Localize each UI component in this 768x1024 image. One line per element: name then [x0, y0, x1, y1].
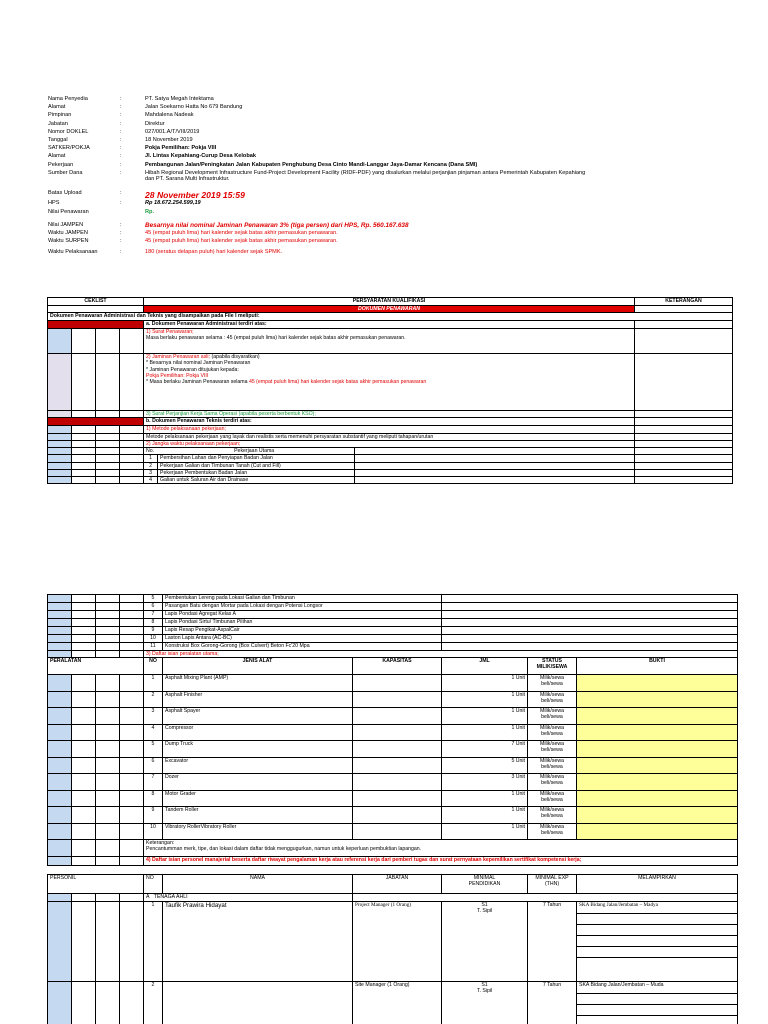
tenaga-ahli-label: TENAGA AHLI: [153, 894, 188, 901]
row-pekerjaan: Pekerjaan : Pembangunan Jalan/Peningkatan Jalan Kabupaten Penghubung Desa Cinto Mandi-Langgar Jaya-Damar Kencana (Dana SMI): [48, 161, 478, 168]
checkbox-a3[interactable]: [48, 411, 72, 418]
equipment-row: 9 Tandem Roller 1 Unit Milik/sewa beli/sewa: [48, 807, 738, 824]
row-hps: HPS : Rp 18.672.254.599,19: [48, 200, 201, 207]
checkbox-b4[interactable]: [48, 857, 72, 866]
personal-label: PERSONIL: [48, 875, 144, 894]
equipment-row: 10 Vibratory RollerVibratory Roller 1 Unit Milik/sewa beli/sewa: [48, 823, 738, 840]
bukti-cell[interactable]: [577, 823, 738, 840]
personnel-row: 1 Taufik Prawira Hidayat Project Manager (1 Orang) S1 T. Sipil 7 Tahun SKA Bidang Jalan/Jembatan – Madya: [48, 902, 738, 982]
keterangan-text: Pencantumman merk, tipe, dan lokasi dalam daftar tidak menggugurkan, namun untuk keperluan pembuktian lapangan.: [146, 846, 422, 853]
work-row: 2 Pekerjaan Galian dan Timbunan Tanah (Cut and Fill): [48, 462, 733, 469]
col-ceklist: CEKLIST: [48, 298, 144, 306]
checkbox-b1[interactable]: [48, 426, 72, 433]
bukti-cell[interactable]: [577, 790, 738, 807]
a1-text: Masa berlaku penawaran selama : 45 (empat puluh lima) hari kalender sejak batas akhir pemasukan penawaran.: [146, 335, 406, 342]
row-alamat-satker: Alamat : Jl. Lintas Kepahiang-Curup Desa Kelobak: [48, 153, 256, 160]
row-waktu-jampen: Waktu JAMPEN : 45 (empat puluh lima) hari kalender sejak batas akhir pemasukan penawaran.: [48, 229, 338, 236]
bukti-cell[interactable]: [577, 741, 738, 758]
intro-text: Dokumen Penawaran Administrasi dan Teknis yang disampaikan pada File I meliputi:: [48, 313, 733, 321]
peralatan-label: PERALATAN: [48, 658, 144, 675]
row-waktu-surpen: Waktu SURPEN : 45 (empat puluh lima) hari kalender sejak batas akhir pemasukan penawaran.: [48, 238, 338, 245]
equipment-row: 3 Asphalt Spayer 1 Unit Milik/sewa beli/sewa: [48, 708, 738, 725]
bukti-cell[interactable]: [577, 724, 738, 741]
row-nilai-jampen: Nilai JAMPEN : Besarnya nilai nominal Jaminan Penawaran 3% (tiga persen) dari HPS, Rp. 560.167.638: [48, 221, 409, 229]
work-row: 6 Pasangan Batu dengan Mortar pada Lokasi dengan Potensi Longsor: [48, 603, 738, 611]
row-sumber-dana: Sumber Dana : Hibah Regional Development Infrastructure Fund-Project Development Facility (RIDF-PDF) yang disalurkan melalui perjanjian pinjaman antara Pemerintah Kabupaten Kepahiang dan PT. Sarana Multi Infrastruktur.: [48, 169, 586, 183]
bukti-cell[interactable]: [577, 774, 738, 791]
equipment-row: 5 Dump Truck 7 Unit Milik/sewa beli/sewa: [48, 741, 738, 758]
section-b: b. Dokumen Penawaran Teknis terdiri atas:: [144, 418, 635, 426]
col-keterangan: KETERANGAN: [635, 298, 733, 306]
equipment-row: 6 Excavator 5 Unit Milik/sewa beli/sewa: [48, 757, 738, 774]
row-nilai-penawaran: Nilai Penawaran Rp.: [48, 208, 155, 215]
work-row: 9 Lapis Resap Pengikat-AspalCair: [48, 627, 738, 635]
dokumen-penawaran-bar: DOKUMEN PENAWARAN: [144, 306, 635, 313]
b1-title: 1) Metode pelaksanaan pekerjaan;: [144, 426, 635, 433]
row-waktu-pelaksanaan: Waktu Pelaksanaan : 180 (seratus delapan puluh) hari kalender sejak SPMK.: [48, 249, 283, 256]
work-row: 3 Pekerjaan Pembentukan Badan Jalan: [48, 469, 733, 476]
work-row: 4 Galian untuk Saluran Air dan Drainase: [48, 477, 733, 484]
b4-title: 4) Daftar isian personel manajerial beserta daftar riwayat pengalaman kerja atau referensi kerja dari pemberi tugas dan surat pernyataan kepemilikan sertifikat kompetensi kerja;: [144, 857, 738, 866]
bukti-cell[interactable]: [577, 675, 738, 692]
row-pimpinan: Pimpinan : Mahdalena Nadeak: [48, 112, 194, 119]
bukti-cell[interactable]: [577, 691, 738, 708]
section-a: a. Dokumen Penawaran Administrasi terdiri atas:: [144, 321, 635, 329]
work-row: 7 Lapis Pondasi Agregat Kelas A: [48, 611, 738, 619]
header-info: [48, 96, 738, 258]
checkbox-b2[interactable]: [48, 440, 72, 447]
work-row: 5 Pembentukan Lereng pada Lokasi Galian dan Timbunan: [48, 595, 738, 603]
keterangan-label: Keterangan:: [146, 840, 175, 847]
checklist-table-1: CEKLIST PERSYARATAN KUALIFIKASI KETERANGAN DOKUMEN PENAWARAN Dokumen Penawaran Administrasi dan Teknis yang disampaikan pada File I meliputi: a. Dokumen Penawaran Administrasi terdiri atas: 1) Surat Penawaran; Masa berlaku penawaran selama : 45 (empat puluh lima) hari kalender sejak batas akhir pemasukan penawaran. 2) Jaminan Penawaran asli; (apabila disyaratkan) * Besarnya nilai nominal Jaminan Penawaran * Jaminan Penawaran ditujukan kepada: Pokja Pemilihan: Pokja VIII * Masa berlaku Jaminan Penawaran selama 45 (empat puluh lima) hari kalender sejak batas akhir pemasukan penawaran 3) Surat Perjanjian Kerja Sama Operasi (apabila peserta berbentuk KSO); b. Dokumen Penawaran Teknis terdiri atas: 1) Metode pelaksanaan pekerjaan; Metode pelaksanaan pekerjaan yang layak dan realistis serta memenuhi persyaratan substantif yang meliputi tahapan/urutan 2) Jangka waktu pelaksanaan pekerjaan; No. Pekerjaan Utama 1 Pembersihan Lahan dan Penyiapan Badan Jalan 2 Pekerjaan Galian dan Timbunan Tanah (Cut and Fill) 3 Pekerjaan Pembentukan Badan Jalan 4 Galian untuk Saluran Air dan Drainase: [47, 297, 733, 484]
row-batas-upload: Batas Upload : 28 November 2019 15:59: [48, 190, 245, 201]
checklist-table-2: 5 Pembentukan Lereng pada Lokasi Galian dan Timbunan 6 Pasangan Batu dengan Mortar pada Lokasi dengan Potensi Longsor 7 Lapis Pondasi Agregat Kelas A 8 Lapis Pondasi Sirtu/ Timbunan Pilihan 9 Lapis Resap Pengikat-AspalCair 10 Laston Lapis Antara (AC-BC) 11 Konstruksi Box Gorong-Gorong (Box Culvert) Beton Fc'20 Mpa 3) Daftar isian peralatan utama; PERALATAN NO JENIS ALAT KAPASITAS JML STATUS MILIK/SEWA BUKTI 1 Asphalt Mixing Plant (AMP) 1 Unit Milik/sewa beli/sewa 2 Asphalt Finisher 1 Unit Milik/sewa beli/sewa 3 Asphalt Spayer 1 Unit Milik/sewa beli/sewa 4 Compressor 1 Unit Milik/sewa beli/sewa 5 Dump Truck 7 Unit Milik/sewa beli/sewa 6 Excavator 5 Unit Milik/sewa beli/sewa 7 Dozer 3 Unit Milik/sewa beli/sewa 8 Motor Grader 1 Unit Milik/sewa beli/sewa 9 Tandem Roller 1 Unit Milik/sewa beli/sewa 10 Vibratory RollerVibratory Roller 1 Unit Milik/sewa beli/sewa Keterangan: Pencantumman merk, tipe, dan lokasi dalam daftar tidak menggugurkan, namun untuk keperluan pembuktian lapangan. 4) Daftar isian personel manajerial beserta daftar riwayat pengalaman kerja atau referensi kerja dari pemberi tugas dan surat pernyataan kepemilikan sertifikat kompetensi kerja; PERSONIL NO NAMA JABATAN MINIMAL PENDIDIKAN MINIMAL EXP (THN) MELAMPIRKAN A TENAGA AHLI 1 Taufik Prawira Hidayat Project Manager (1 Orang) S1 T. Sipil 7 Tahun SKA Bidang Jalan/Jembatan – Madya 2 Site Manager (1 Orang) S1 T. Sipil 7 Tahun SKA Bidang Jalan/Jembatan – Muda: [47, 594, 738, 1024]
row-tanggal: Tanggal : 18 November 2019: [48, 136, 193, 143]
work-row: 10 Laston Lapis Antara (AC-BC): [48, 635, 738, 643]
row-jabatan: Jabatan : Direktur: [48, 120, 165, 127]
checkbox-a1[interactable]: [48, 329, 72, 354]
equipment-row: 7 Dozer 3 Unit Milik/sewa beli/sewa: [48, 774, 738, 791]
row-satker: SATKER/POKJA : Pokja Pemilihan: Pokja VIII: [48, 145, 217, 152]
checkbox-b3[interactable]: [48, 651, 72, 658]
a1-title: 1) Surat Penawaran;: [146, 329, 194, 336]
b2-title: 2) Jangka waktu pelaksanaan pekerjaan;: [144, 440, 635, 447]
col-persyaratan: PERSYARATAN KUALIFIKASI: [144, 298, 635, 306]
equipment-row: 4 Compressor 1 Unit Milik/sewa beli/sewa: [48, 724, 738, 741]
a3-text: 3) Surat Perjanjian Kerja Sama Operasi (apabila peserta berbentuk KSO);: [144, 411, 635, 418]
bukti-cell[interactable]: [577, 708, 738, 725]
equipment-row: 2 Asphalt Finisher 1 Unit Milik/sewa beli/sewa: [48, 691, 738, 708]
b3-title: 3) Daftar isian peralatan utama;: [144, 651, 738, 658]
equipment-row: 8 Motor Grader 1 Unit Milik/sewa beli/sewa: [48, 790, 738, 807]
a2-title: 2) Jaminan Penawaran asli;: [146, 354, 211, 361]
equipment-row: 1 Asphalt Mixing Plant (AMP) 1 Unit Milik/sewa beli/sewa: [48, 675, 738, 692]
row-alamat: Alamat : Jalan Soekarno Hatta No 679 Bandung: [48, 104, 243, 111]
work-row: 8 Lapis Pondasi Sirtu/ Timbunan Pilihan: [48, 619, 738, 627]
b1-text: Metode pelaksanaan pekerjaan yang layak dan realistis serta memenuhi persyaratan substantif yang meliputi tahapan/urutan: [144, 433, 635, 440]
row-nama-penyedia: Nama Penyedia : PT. Satya Megah Intektama: [48, 96, 214, 102]
work-row: 11 Konstruksi Box Gorong-Gorong (Box Culvert) Beton Fc'20 Mpa: [48, 643, 738, 651]
row-nomor-doklel: Nomor DOKLEL : 027/001.A/T/VIII/2019: [48, 128, 200, 135]
work-row: 1 Pembersihan Lahan dan Penyiapan Badan Jalan: [48, 455, 733, 462]
checkbox-a2[interactable]: [48, 354, 72, 411]
personnel-row: 2 Site Manager (1 Orang) S1 T. Sipil 7 Tahun SKA Bidang Jalan/Jembatan – Muda: [48, 982, 738, 1024]
bukti-cell[interactable]: [577, 757, 738, 774]
bukti-cell[interactable]: [577, 807, 738, 824]
